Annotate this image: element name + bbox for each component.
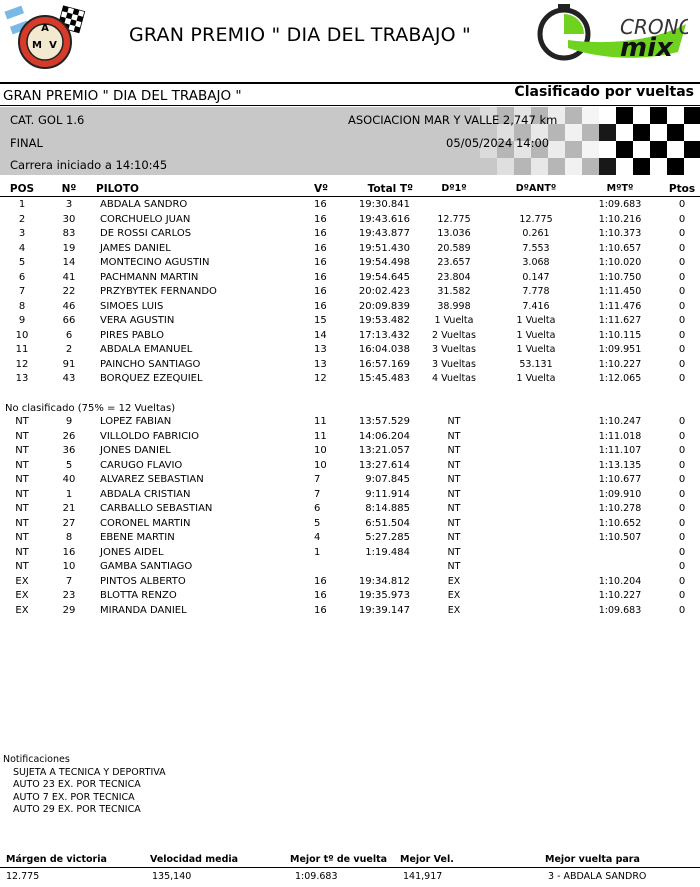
cell-pos: EX [15, 590, 29, 601]
col-pts: Ptos [668, 183, 696, 195]
cell-pts: 0 [678, 242, 686, 254]
summary-divider [0, 867, 700, 868]
cell-pts: 0 [678, 474, 686, 485]
table-row [0, 330, 700, 344]
cell-d1: NT [447, 430, 461, 442]
cell-pos: 1 [18, 199, 26, 210]
category: CAT. GOL 1.6 [10, 113, 85, 127]
cell-num: 91 [62, 358, 76, 370]
cell-pts: 0 [678, 286, 686, 297]
cell-total: 16:57.169 [358, 358, 410, 370]
cell-num: 16 [62, 546, 76, 558]
cell-v: 16 [314, 286, 327, 297]
summary-values [0, 871, 700, 884]
cell-dant: 1 Vuelta [516, 315, 556, 326]
col-mt: MºTº [606, 183, 634, 194]
race-info-band [0, 107, 700, 175]
cell-mt: 1:10.750 [598, 271, 642, 283]
cell-pos: NT [15, 430, 29, 442]
cell-total: 1:19.484 [365, 546, 410, 558]
cell-num: 14 [62, 257, 76, 268]
cell-piloto: ALVAREZ SEBASTIAN [100, 474, 204, 485]
cell-v: 16 [314, 604, 327, 616]
cell-pts: 0 [678, 315, 686, 326]
not-classified-label: No clasificado (75% = 12 Vueltas) [5, 403, 176, 414]
table-row [0, 199, 700, 213]
cell-v: 7 [314, 474, 321, 485]
cell-v: 16 [314, 271, 327, 283]
table-row [0, 460, 700, 474]
cell-pts: 0 [678, 604, 686, 616]
cell-piloto: ABDALA SANDRO [100, 199, 188, 210]
cell-d1: 23.657 [437, 257, 471, 268]
cell-mt: 1:13.135 [598, 459, 642, 471]
cell-piloto: JONES DANIEL [100, 445, 171, 456]
cell-mt: 1:11.018 [598, 430, 642, 442]
cell-pos: 4 [18, 242, 26, 254]
logo-letter-m: M [32, 40, 42, 51]
best-vel-label: Mejor Vel. [400, 854, 454, 865]
cell-v: 16 [314, 300, 327, 312]
col-v: Vº [314, 183, 329, 195]
cell-mt: 1:11.476 [598, 300, 642, 312]
cell-total: 6:51.504 [365, 517, 410, 529]
cell-total: 19:53.482 [358, 315, 410, 326]
notification-line: SUJETA A TECNICA Y DEPORTIVA [13, 766, 166, 778]
cell-v: 16 [314, 257, 327, 268]
cell-total: 13:21.057 [358, 445, 410, 456]
cronomix-logo [528, 0, 688, 62]
cell-v: 4 [314, 532, 321, 543]
cell-d1: 3 Vueltas [432, 358, 476, 370]
table-row [0, 561, 700, 575]
table-row [0, 272, 700, 286]
cell-d1: NT [447, 546, 461, 558]
cell-total: 20:02.423 [358, 286, 410, 297]
cell-dant: 0.147 [522, 271, 550, 283]
cell-d1: NT [447, 474, 461, 485]
cell-pts: 0 [678, 199, 686, 210]
cell-d1: EX [447, 604, 461, 616]
cell-num: 7 [65, 575, 73, 587]
cell-pts: 0 [678, 228, 686, 239]
table-row [0, 474, 700, 488]
cell-pts: 0 [678, 517, 686, 529]
cell-mt: 1:09.683 [598, 604, 642, 616]
cell-total: 19:54.498 [358, 257, 410, 268]
cell-piloto: BLOTTA RENZO [100, 590, 177, 601]
speed-value: 135,140 [152, 871, 192, 882]
cell-d1: 1 Vuelta [434, 315, 474, 326]
cell-v: 6 [314, 503, 321, 514]
cell-pts: 0 [678, 590, 686, 601]
cell-pos: NT [15, 517, 29, 529]
cell-piloto: PINTOS ALBERTO [100, 575, 186, 587]
cell-mt: 1:10.216 [598, 213, 642, 225]
cell-num: 6 [65, 329, 73, 341]
cell-d1: 20.589 [437, 242, 471, 254]
cell-piloto: CORONEL MARTIN [100, 517, 191, 529]
best-lap-for-value: 3 - ABDALA SANDRO [548, 871, 647, 882]
notification-line: AUTO 23 EX. POR TECNICA [13, 779, 141, 790]
cell-num: 19 [62, 242, 76, 254]
margin-value: 12.775 [6, 871, 40, 882]
cell-piloto: CARUGO FLAVIO [100, 459, 183, 471]
table-header-divider [0, 196, 700, 197]
cell-num: 30 [62, 213, 76, 225]
cell-total: 19:54.645 [358, 271, 410, 283]
cell-total: 19:30.841 [358, 199, 410, 210]
cell-pts: 0 [678, 373, 686, 384]
cell-pts: 0 [678, 257, 686, 268]
cell-piloto: VILLOLDO FABRICIO [100, 430, 200, 442]
notifications-title: Notificaciones [3, 754, 70, 765]
cell-pos: NT [15, 488, 29, 500]
cell-d1: 31.582 [437, 286, 471, 297]
table-row [0, 576, 700, 590]
cell-pts: 0 [678, 430, 686, 442]
cell-pts: 0 [678, 300, 686, 312]
cell-num: 8 [65, 532, 73, 543]
cell-total: 5:27.285 [365, 532, 410, 543]
cell-piloto: PIRES PABLO [100, 329, 164, 341]
cell-pos: 7 [18, 286, 26, 297]
cell-total: 17:13.432 [358, 329, 410, 341]
speed-label: Velocidad media [150, 854, 239, 865]
cell-d1: NT [447, 416, 461, 427]
cell-d1: EX [447, 575, 461, 587]
cell-total: 14:06.204 [358, 430, 410, 442]
cell-total: 13:27.614 [358, 459, 410, 471]
table-row [0, 344, 700, 358]
cell-v: 16 [314, 242, 327, 254]
cell-piloto: MONTECINO AGUSTIN [100, 257, 210, 268]
cell-pos: 10 [15, 329, 29, 341]
cell-num: 41 [62, 271, 76, 283]
cell-total: 19:34.812 [358, 575, 410, 587]
cell-total: 9:07.845 [365, 474, 410, 485]
report-type: Clasificado por vueltas [514, 84, 694, 100]
table-row [0, 605, 700, 619]
cell-d1: NT [447, 561, 461, 572]
cell-pts: 0 [678, 575, 686, 587]
cell-piloto: JAMES DANIEL [100, 242, 171, 254]
cell-d1: NT [447, 488, 461, 500]
cell-mt: 1:09.910 [598, 488, 642, 500]
cell-v: 10 [314, 445, 327, 456]
cell-d1: 4 Vueltas [432, 373, 476, 384]
cell-pts: 0 [678, 213, 686, 225]
table-row [0, 315, 700, 329]
table-row [0, 590, 700, 604]
cell-mt: 1:11.450 [598, 286, 642, 297]
cell-piloto: MIRANDA DANIEL [100, 604, 187, 616]
cell-num: 5 [65, 459, 73, 471]
table-row [0, 532, 700, 546]
cell-pos: 11 [15, 344, 29, 355]
cell-total: 15:45.483 [358, 373, 410, 384]
cell-piloto: LOPEZ FABIAN [100, 416, 172, 427]
col-piloto: PILOTO [96, 183, 139, 195]
cell-total: 20:09.839 [358, 300, 410, 312]
table-row [0, 503, 700, 517]
results-table-header [0, 183, 700, 197]
cell-pts: 0 [678, 459, 686, 471]
cell-v: 13 [314, 358, 327, 370]
cell-d1: 12.775 [437, 213, 471, 225]
cell-piloto: JONES AIDEL [100, 546, 164, 558]
cell-num: 27 [62, 517, 76, 529]
cell-v: 16 [314, 575, 327, 587]
cell-dant: 0.261 [522, 228, 550, 239]
cell-mt: 1:10.020 [598, 257, 642, 268]
cell-dant: 3.068 [522, 257, 550, 268]
cell-pos: NT [15, 532, 29, 543]
cell-piloto: ABDALA CRISTIAN [100, 488, 191, 500]
cell-d1: EX [447, 590, 461, 601]
cell-mt: 1:12.065 [598, 373, 642, 384]
cell-d1: 2 Vueltas [432, 329, 476, 341]
cell-d1: 23.804 [437, 271, 471, 283]
cell-pos: 5 [18, 257, 26, 268]
cell-total: 16:04.038 [358, 344, 410, 355]
notification-line: AUTO 29 EX. POR TECNICA [13, 804, 141, 815]
cell-mt: 1:10.677 [598, 474, 642, 485]
cell-pos: 12 [15, 358, 29, 370]
notifications [3, 754, 166, 817]
logo-mix-text: mix [620, 33, 673, 62]
subheader-divider [0, 105, 700, 106]
page-title: GRAN PREMIO " DIA DEL TRABAJO " [129, 24, 471, 46]
cell-num: 1 [65, 488, 73, 500]
cell-num: 66 [62, 315, 76, 326]
cell-total: 19:39.147 [358, 604, 410, 616]
cell-pos: 6 [18, 271, 26, 283]
race-start-time: Carrera iniciado a 14:10:45 [10, 158, 168, 172]
cell-piloto: ABDALA EMANUEL [100, 344, 193, 355]
cell-piloto: BORQUEZ EZEQUIEL [100, 373, 203, 384]
cell-num: 22 [62, 286, 76, 297]
cell-pts: 0 [678, 344, 686, 355]
cell-pos: 8 [18, 300, 26, 312]
cell-v: 13 [314, 344, 327, 355]
logo-crono-text: CRONO [620, 15, 688, 39]
cell-total: 9:11.914 [365, 488, 410, 500]
cell-v: 11 [314, 416, 327, 427]
cell-num: 23 [62, 590, 76, 601]
cell-piloto: EBENE MARTIN [100, 532, 175, 543]
best-lap-label: Mejor tº de vuelta [290, 854, 388, 865]
cell-v: 5 [314, 517, 321, 529]
cell-d1: 3 Vueltas [432, 344, 476, 355]
cell-mt: 1:09.951 [598, 344, 642, 355]
cell-pts: 0 [678, 445, 686, 456]
cell-v: 14 [314, 329, 327, 341]
cell-v: 16 [314, 213, 327, 225]
cell-pos: NT [15, 416, 29, 427]
cell-mt: 1:09.683 [598, 199, 642, 210]
cell-num: 9 [65, 416, 73, 427]
cell-pos: NT [15, 503, 29, 514]
cell-num: 26 [62, 430, 76, 442]
cell-v: 16 [314, 590, 327, 601]
cell-pos: NT [15, 546, 29, 558]
cell-piloto: PAINCHO SANTIAGO [100, 358, 201, 370]
table-row [0, 257, 700, 271]
cell-pos: NT [15, 459, 29, 471]
cell-pos: EX [15, 604, 29, 616]
cell-pos: NT [15, 561, 29, 572]
cell-mt: 1:11.627 [598, 315, 642, 326]
best-lap-for-label: Mejor vuelta para [545, 854, 640, 865]
table-row [0, 214, 700, 228]
cell-num: 83 [62, 228, 76, 239]
cell-pts: 0 [678, 561, 686, 572]
cell-total: 19:35.973 [358, 590, 410, 601]
summary-header [0, 854, 700, 867]
cell-v: 11 [314, 430, 327, 442]
cell-d1: NT [447, 445, 461, 456]
table-row [0, 489, 700, 503]
col-num: Nº [61, 183, 77, 195]
cell-piloto: PRZYBYTEK FERNANDO [100, 286, 217, 297]
cell-dant: 7.778 [522, 286, 550, 297]
logo-letter-a: A [41, 23, 49, 34]
cell-total: 13:57.529 [358, 416, 410, 427]
session: FINAL [10, 136, 43, 150]
cell-pts: 0 [678, 503, 686, 514]
cell-d1: NT [447, 459, 461, 471]
cell-num: 43 [62, 373, 76, 384]
cell-pos: EX [15, 575, 29, 587]
table-row [0, 518, 700, 532]
cell-piloto: CARBALLO SEBASTIAN [100, 503, 213, 514]
cell-dant: 7.416 [522, 300, 550, 312]
col-dant: DºANTº [515, 183, 557, 194]
cell-piloto: DE ROSSI CARLOS [100, 228, 192, 239]
cell-num: 21 [62, 503, 76, 514]
cell-total: 19:51.430 [358, 242, 410, 254]
cell-num: 10 [62, 561, 76, 572]
cell-pos: 9 [18, 315, 26, 326]
cell-dant: 1 Vuelta [516, 344, 556, 355]
margin-label: Márgen de victoria [6, 854, 107, 865]
cell-d1: 38.998 [437, 300, 471, 312]
cell-piloto: PACHMANN MARTIN [100, 271, 199, 283]
table-row [0, 431, 700, 445]
table-row [0, 416, 700, 430]
cell-pos: 13 [15, 373, 29, 384]
best-vel-value: 141,917 [403, 871, 443, 882]
cell-piloto: GAMBA SANTIAGO [100, 561, 193, 572]
cell-mt: 1:10.227 [598, 358, 642, 370]
cell-pts: 0 [678, 358, 686, 370]
col-total: Total Tº [367, 183, 413, 195]
cell-pts: 0 [678, 329, 686, 341]
cell-mt: 1:10.657 [598, 242, 642, 254]
cell-v: 15 [314, 315, 327, 326]
cell-mt: 1:10.278 [598, 503, 642, 514]
table-row [0, 286, 700, 300]
cell-v: 16 [314, 228, 327, 239]
cell-num: 2 [65, 344, 73, 355]
race-date: 05/05/2024 14:00 [446, 136, 550, 150]
cell-num: 29 [62, 604, 76, 616]
cell-v: 16 [314, 199, 327, 210]
cell-pts: 0 [678, 271, 686, 283]
cell-mt: 1:10.373 [598, 228, 642, 239]
cell-pos: NT [15, 445, 29, 456]
cell-mt: 1:11.107 [598, 445, 642, 456]
cell-v: 12 [314, 373, 327, 384]
logo-letter-v: V [49, 40, 57, 51]
cell-mt: 1:10.507 [598, 532, 642, 543]
cell-pos: 3 [18, 228, 26, 239]
cell-v: 1 [314, 546, 321, 558]
cell-d1: NT [447, 517, 461, 529]
cell-pts: 0 [678, 488, 686, 500]
cell-piloto: CORCHUELO JUAN [100, 213, 191, 225]
table-row [0, 373, 700, 387]
cell-dant: 53.131 [519, 358, 553, 370]
cell-mt: 1:10.115 [598, 329, 642, 341]
cell-mt: 1:10.652 [598, 517, 642, 529]
cell-dant: 12.775 [519, 213, 553, 225]
cell-pts: 0 [678, 532, 686, 543]
cell-pts: 0 [678, 546, 686, 558]
cell-num: 36 [62, 445, 76, 456]
cell-dant: 1 Vuelta [516, 373, 556, 384]
cell-total: 19:43.616 [358, 213, 410, 225]
cell-total: 19:43.877 [358, 228, 410, 239]
cell-piloto: VERA AGUSTIN [100, 315, 175, 326]
cell-pts: 0 [678, 416, 686, 427]
cell-mt: 1:10.247 [598, 416, 642, 427]
table-row [0, 359, 700, 373]
cell-mt: 1:10.227 [598, 590, 642, 601]
cell-dant: 7.553 [522, 242, 550, 254]
best-lap-value: 1:09.683 [295, 871, 338, 882]
cell-num: 3 [65, 199, 73, 210]
cell-num: 46 [62, 300, 76, 312]
cell-total: 8:14.885 [365, 503, 410, 514]
cell-piloto: SIMOES LUIS [100, 300, 164, 312]
cell-d1: 13.036 [437, 228, 471, 239]
cell-pos: NT [15, 474, 29, 485]
cell-d1: NT [447, 532, 461, 543]
table-row [0, 243, 700, 257]
cell-pos: 2 [18, 213, 26, 225]
notification-line: AUTO 7 EX. POR TECNICA [13, 791, 135, 803]
cell-num: 40 [62, 474, 76, 485]
table-row [0, 445, 700, 459]
cell-d1: NT [447, 503, 461, 514]
cell-v: 10 [314, 459, 327, 471]
table-row [0, 228, 700, 242]
table-row [0, 301, 700, 315]
cell-v: 7 [314, 488, 321, 500]
col-pos: POS [9, 183, 35, 195]
cell-dant: 1 Vuelta [516, 329, 556, 341]
table-row [0, 547, 700, 561]
circuit: ASOCIACION MAR Y VALLE 2,747 km [348, 113, 558, 127]
col-d1: Dº1º [441, 183, 467, 194]
event-title: GRAN PREMIO " DIA DEL TRABAJO " [3, 88, 242, 104]
cell-mt: 1:10.204 [598, 575, 642, 587]
